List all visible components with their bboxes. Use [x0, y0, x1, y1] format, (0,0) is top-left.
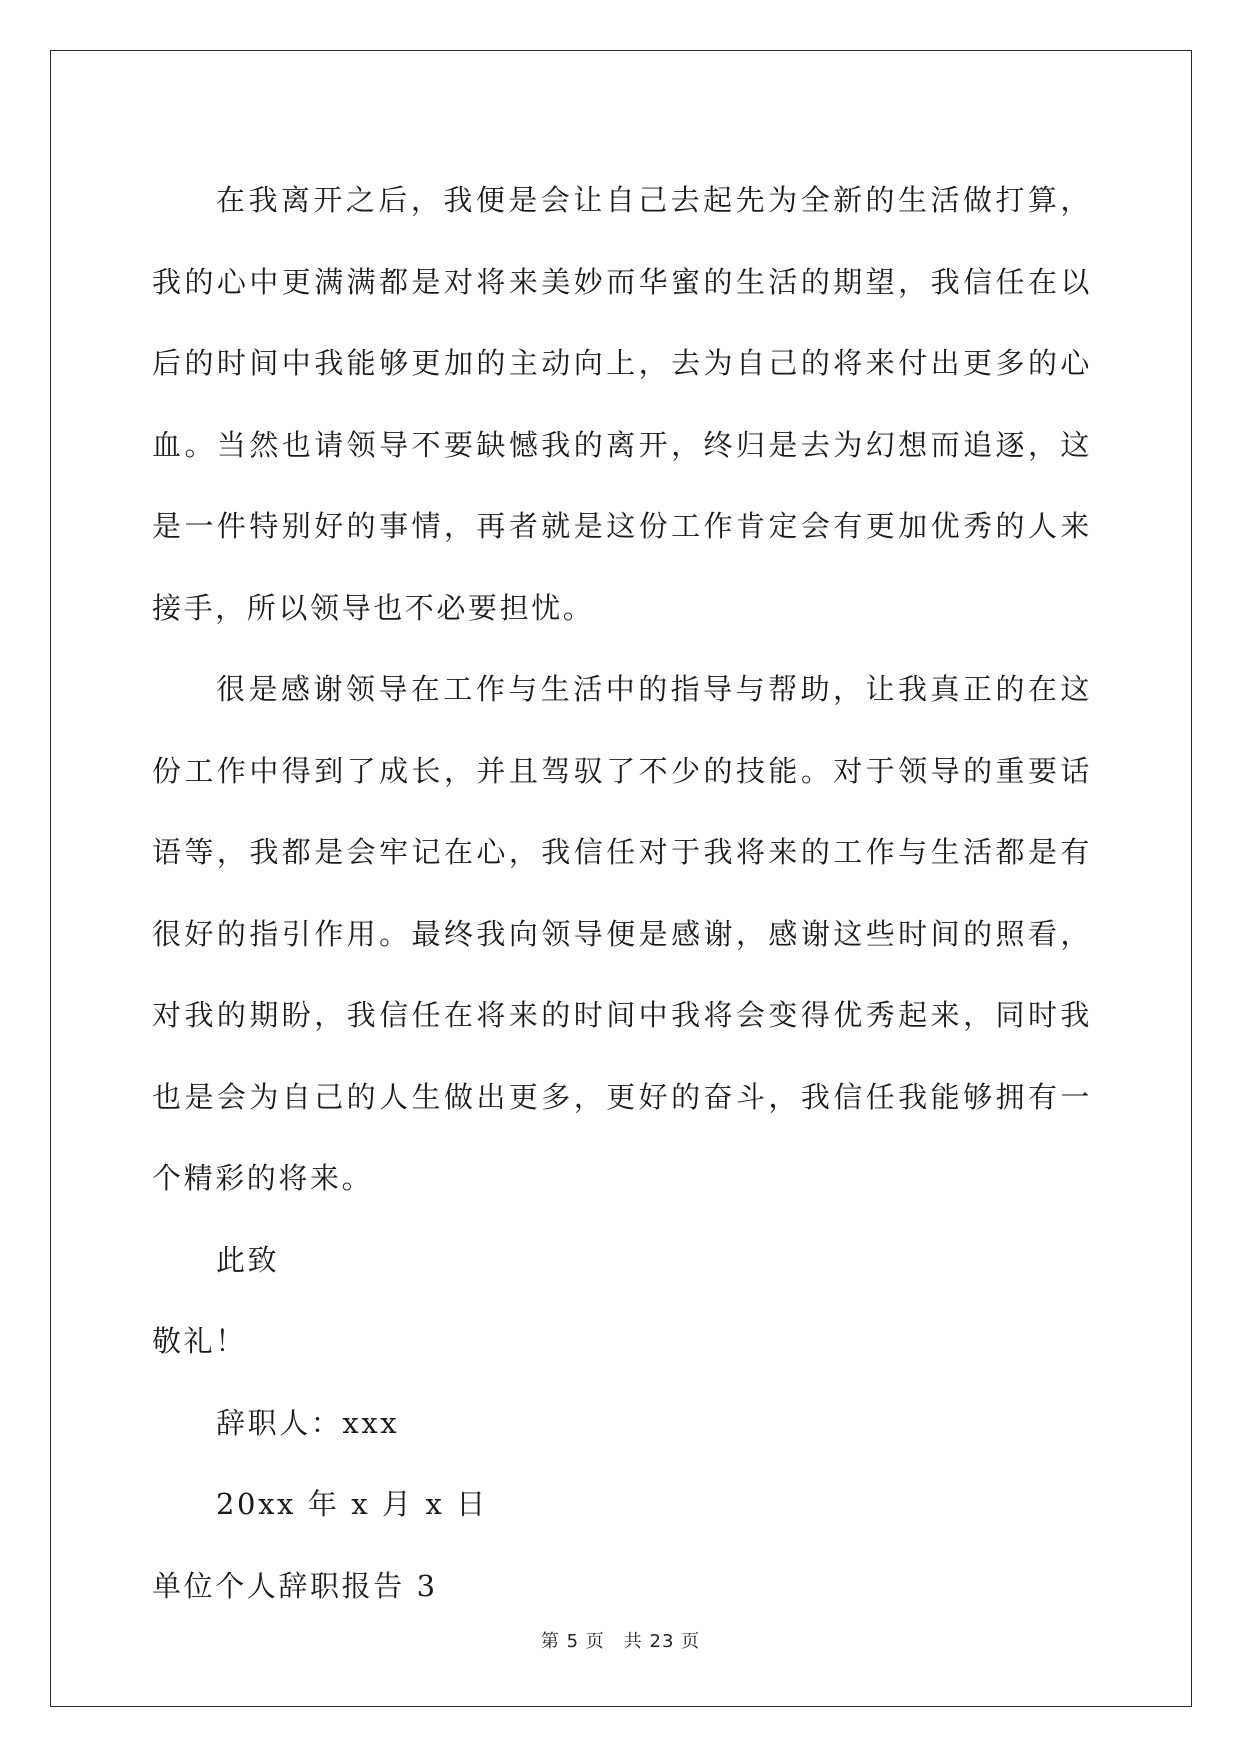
document-body [152, 160, 1092, 1627]
paragraph-1: 在我离开之后，我便是会让自己去起先为全新的生活做打算，我的心中更满满都是对将来美妙而华蜜的生活的期望，我信任在以后的时间中我能够更加的主动向上，去为自己的将来付出更多的心血。当然也请领导不要缺憾我的离开，终归是去为幻想而追逐，这是一件特别好的事情，再者就是这份工作肯定会有更加优秀的人来接手，所以领导也不必要担忧。 [152, 183, 1092, 625]
paragraph-2: 很是感谢领导在工作与生活中的指导与帮助，让我真正的在这份工作中得到了成长，并且驾驭了不少的技能。对于领导的重要话语等，我都是会牢记在心，我信任对于我将来的工作与生活都是有很好的指引作用。最终我向领导便是感谢，感谢这些时间的照看，对我的期盼，我信任在将来的时间中我将会变得优秀起来，同时我也是会为自己的人生做出更多，更好的奋斗，我信任我能够拥有一个精彩的将来。 [152, 672, 1092, 1195]
closing-text: 此致 [216, 1242, 280, 1277]
salute-text: 敬礼！ [152, 1324, 247, 1358]
signer-text: 辞职人：xxx [216, 1405, 400, 1440]
page-number-footer: 第 5 页 共 23 页 [540, 1631, 701, 1652]
date-text: 20xx 年 x 月 x 日 [216, 1487, 488, 1521]
next-section-heading: 单位个人辞职报告 3 [152, 1568, 438, 1603]
